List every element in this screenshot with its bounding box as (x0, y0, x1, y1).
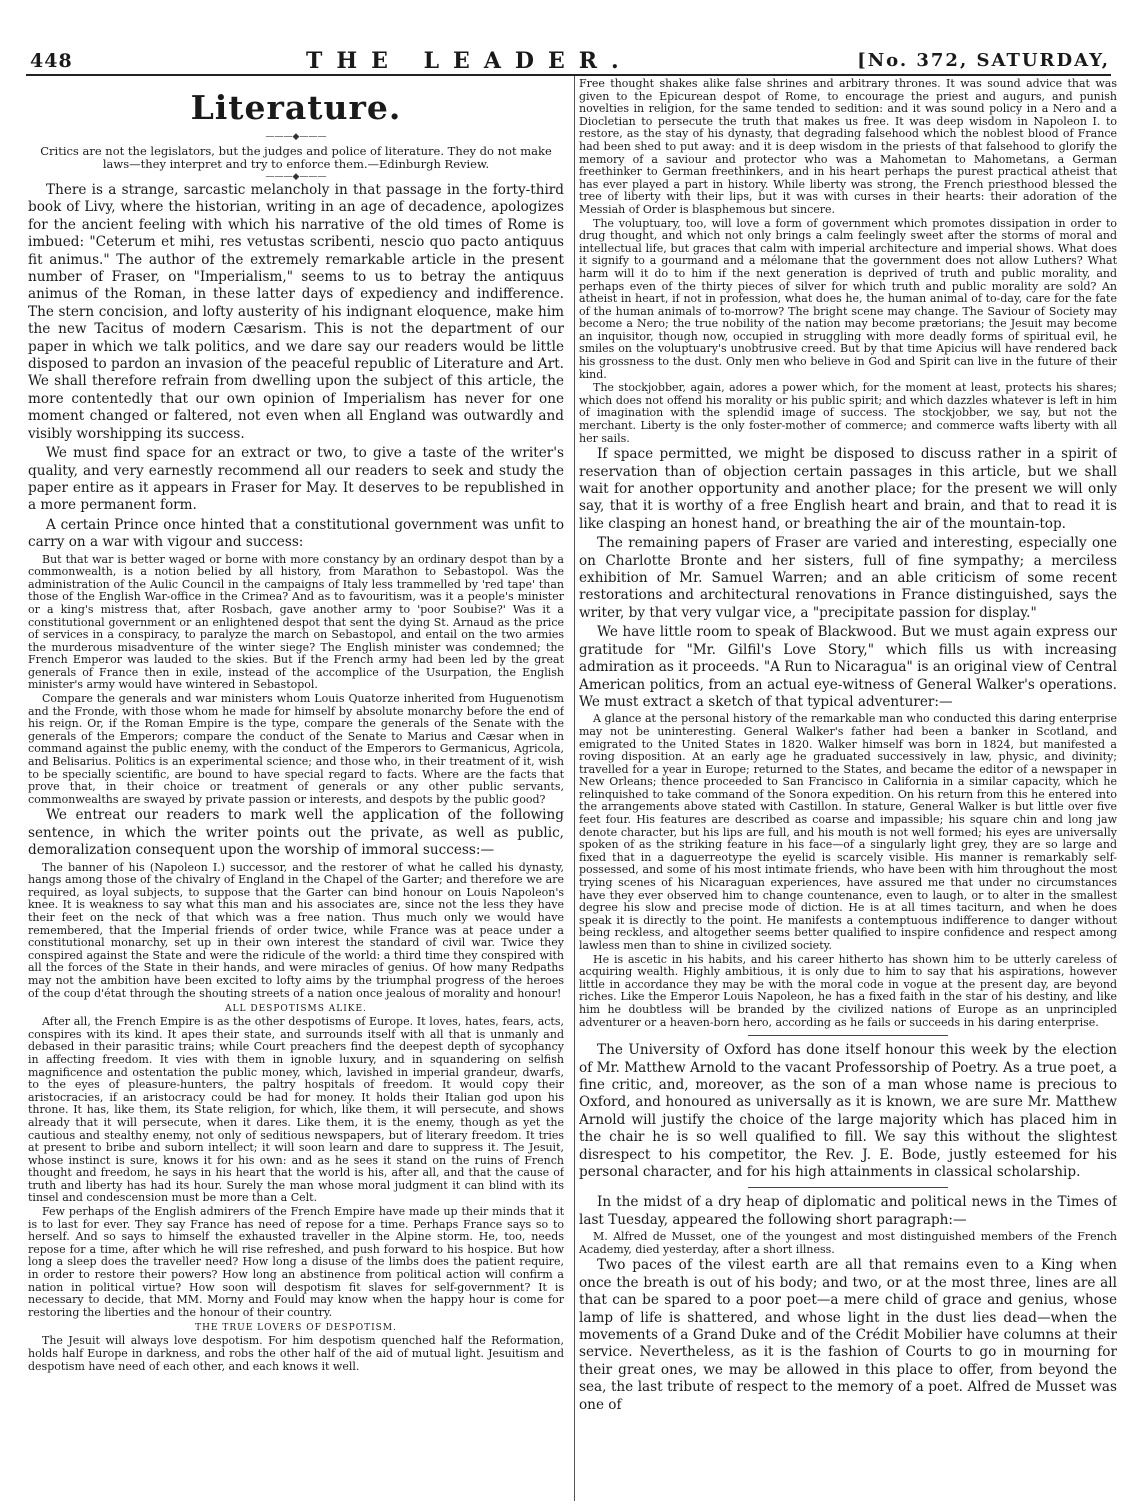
left-column (28, 78, 564, 1503)
issue-date: [No. 372, SATURDAY, (857, 50, 1110, 71)
paragraph: We entreat our readers to mark well the application of the following sentence, in which the writer points out the private, as well as public, demoralization consequent upon the worship of immoral success:— (28, 807, 564, 859)
paragraph: We must find space for an extract or two, to give a taste of the writer's quality, and very earnestly recommend all our readers to seek and study the paper entire as it appears in Fraser for May. It deserves to be republished in a more permanent form. (28, 445, 564, 514)
paragraph: There is a strange, sarcastic melancholy in that passage in the forty-third book of Livy, where the historian, writing in an age of decadence, apologizes for the ancient feeling with which his narrative of the old times of Rome is imbued: "Ceterum et mihi, res vetustas scribenti, nescio quo pacto antiquus fit animus." The author of the extremely remarkable article in the present number of Fraser, on "Imperialism," seems to us to betray the antiquus animus of the Roman, in these latter days of expediency and indifference. The stern concision, and lofty austerity of his indignant eloquence, make him the new Tacitus of modern Cæsarism. This is not the department of our paper in which we talk politics, and we dare say our readers would be little disposed to pardon an invasion of the peaceful republic of Literature and Art. We shall therefore refrain from dwelling upon the subject of this article, the more contentedly that our own opinion of Imperialism has never for one moment changed or faltered, not even when all England was outwardly and visibly worshipping its success. (28, 182, 564, 442)
masthead: THE LEADER. (306, 48, 633, 74)
motto: Critics are not the legislators, but the judges and police of literature. They do not make laws—they interpret and try to enforce them.—Edinburgh Review. (40, 144, 552, 171)
quoted-paragraph: A glance at the personal history of the remarkable man who conducted this daring enterprise may not be uninteresting. General Walker's father had been a banker in Scotland, and emigrated to the United States in 1820. Walker himself was born in 1824, but manifested a roving disposition. At an early age he graduated successively in law, physic, and divinity; travelled for a year in Europe; returned to the States, and became the editor of a newspaper in New Orleans; thence proceeded to San Francisco in California in a similar capacity, which he relinquished to take command of the Sonora expedition. On his return from this he entered into the arrangements above stated with Castillon. In stature, General Walker is but little over five feet four. His features are described as coarse and impassible; his square chin and long jaw denote character, but his lips are full, and his mouth is not well formed; his eyes are universally spoken of as the striking feature in his face—of a singularly light grey, they are so large and fixed that in a daguerreotype the eyelid is scarcely visible. His manner is remarkably self-possessed, and some of his most intimate friends, who have been with him throughout the most trying scenes of his Nicaraguan experiences, have assured me that under no circumstances have they ever observed him to change countenance, even to laugh, or to alter in the smallest degree his slow and precise mode of diction. He is at all times taciturn, and when he does speak it is directly to the point. He manifests a contemptuous indifference to danger without being reckless, and altogether seems better qualified to inspire confidence and respect among lawless men than to shine in civilized society. (579, 712, 1117, 952)
quoted-paragraph: Free thought shakes alike false shrines and arbitrary thrones. It was sound advice that was given to the Epicurean despot of Rome, to encourage the priest and augurs, and punish novelties in religion, for the same tended to sedition: and it was sound policy in a Nero and a Diocletian to persecute the truth that makes us free. It was deep wisdom in Napoleon I. to restore, as the stay of his dynasty, that degrading falsehood which the noblest blood of France had been shed to put away: and it is deep wisdom in the priests of that falsehood to glorify the memory of a saviour and protector who was a Mahometan to Mahometans, a German freethinker to German freethinkers, and in his heart perhaps the purest practical atheist that has ever played a part in history. While liberty was strong, the French priesthood blessed the tree of liberty with their lips, but it was with curses in their hearts: their adoration of the Messiah of Order is blasphemous but sincere. (579, 78, 1117, 216)
quoted-paragraph: After all, the French Empire is as the other despotisms of Europe. It loves, hates, fears, acts, conspires with its kind. It apes their state, and surrounds itself with all that is unmanly and debased in their parasitic trains; while Court preachers find the deepest depth of sycophancy in affecting freedom. It vies with them in ignoble luxury, and in squandering on selfish magnificence and ostentation the public money, which, lavished in imperial grandeur, dwarfs, to the eyes of pleasure-hunters, the paltry hospitals of freedom. It would copy their aristocracies, if an aristocracy could be had for money. It holds their Italian god upon his throne. It has, like them, its State religion, for which, like them, it will persecute, and shows already that it will persecute, when it dares. Like them, it is the enemy, though as yet the cautious and stealthy enemy, not only of seditious newspapers, but of literary freedom. It tries at present to bribe and suborn intellect; it will soon learn and dare to suppress it. The Jesuit, whose instinct is sure, knows it for his own: and as he sees it stand on the ruins of French thought and freedom, he says in his heart that the world is his, after all, and that the cause of truth and liberty has had its hour. Surely the man whose moral judgment it can blind with its tinsel and condescension must be more than a Celt. (28, 1015, 564, 1205)
subheading: THE TRUE LOVERS OF DESPOTISM. (195, 1323, 397, 1334)
quoted-paragraph: M. Alfred de Musset, one of the youngest and most distinguished members of the French Academy, died yesterday, after a short illness. (579, 1230, 1117, 1256)
paragraph: In the midst of a dry heap of diplomatic and political news in the Times of last Tuesday, appeared the following short paragraph:— (579, 1194, 1117, 1228)
quoted-paragraph: The voluptuary, too, will love a form of government which promotes dissipation in order to drug thought, and which not only brings a calm feelingly sweet after the storms of moral and intellectual life, but graces that calm with imperial architecture and imperial shows. What does it signify to a gourmand and a mélomane that the government does not allow Luthers? What harm will it do to him if the next generation is deprived of truth and public morality, and perhaps even of the thirty pieces of silver for which truth and public morality are sold? An atheist in heart, if not in profession, what does he, the human animal of to-day, care for the fate of the human animals of to-morrow? The bright scene may change. The Saviour of Society may become a Nero; the true nobility of the nation may become prætorians; the Jesuit may become an inquisitor, though now, occupied in struggling with more deadly forms of spiritual evil, he smiles on the voluptuary's unobtrusive creed. But by that time Apicius will have rendered back his grossness to the dust. Only men who believe in God and Spirit can live in the future of their kind. (579, 216, 1117, 381)
section-title: Literature. (190, 88, 402, 127)
quoted-paragraph: He is ascetic in his habits, and his career hitherto has shown him to be utterly careless of acquiring wealth. Highly ambitious, it is only due to him to say that his aspirations, however little in accordance they may be with the moral code in vogue at the present day, are beyond riches. Like the Emperor Louis Napoleon, he has a fixed faith in the star of his destiny, and like him he doubtless will be branded by the civilized nations of Europe as an unprincipled adventurer or a heaven-born hero, according as he fails or succeeds in his daring enterprise. (579, 952, 1117, 1029)
right-column (579, 78, 1117, 1503)
subheading: ALL DESPOTISMS ALIKE. (225, 1004, 367, 1015)
short-rule (748, 1035, 948, 1036)
quoted-paragraph: The stockjobber, again, adores a power which, for the moment at least, protects his shares; which does not offend his morality or his public spirit; and which dazzles whatever is left in him of imagination with the splendid image of success. The stockjobber, we say, but not the merchant. Liberty is the only foster-mother of commerce; and commerce wafts liberty with all her sails. (579, 381, 1117, 445)
ornament-divider: ———◆——— (265, 172, 327, 182)
quoted-paragraph: The banner of his (Napoleon I.) successor, and the restorer of what he called his dynasty, hangs among those of the chivalry of England in the Chapel of the Garter; and therefore we are required, as loyal subjects, to suppose that the Garter can bind honour on Louis Napoleon's knee. It is weakness to say what this man and his associates are, since not the less they have their feet on the neck of that which was a free nation. Thus much only we would have remembered, that the Imperial friends of order twice, while France was at peace under a constitutional monarchy, set up in their own interest the standard of civil war. Twice they conspired against the State and were the ridicule of the world: a third time they conspired with all the forces of the State in their hands, and were miracles of genius. Of how many Redpaths may not the ambition have been excited to lofty aims by the triumphal progress of the heroes of the coup d'état through the shouting streets of a nation once jealous of morality and honour! (28, 860, 564, 1000)
quoted-paragraph: Few perhaps of the English admirers of the French Empire have made up their minds that it is to last for ever. They say France has need of repose for a time. Perhaps France says so to herself. And so says to himself the exhausted traveller in the Alpine storm. He, too, needs repose for a time, after which he will rise refreshed, and push forward to his hospice. But how long a sleep does the traveller need? How long a disuse of the limbs does the patient require, in order to restore their powers? How long an abstinence from political action will confirm a nation in political virtue? How soon will despotism fit slaves for self-government? It is necessary to decide, that MM. Morny and Fould may know when the happy hour is come for restoring the liberties and the honour of their country. (28, 1205, 564, 1319)
header-rule (26, 74, 1111, 76)
paragraph: The remaining papers of Fraser are varied and interesting, especially one on Charlotte Bronte and her sisters, full of fine sympathy; a merciless exhibition of Mr. Samuel Warren; and an able criticism of some recent restorations and architectural renovations in France distinguished, says the writer, by that very vulgar vice, a "precipitate passion for display." (579, 535, 1117, 621)
paragraph: A certain Prince once hinted that a constitutional government was unfit to carry on a war with vigour and success: (28, 516, 564, 551)
paragraph: We have little room to speak of Blackwood. But we must again express our gratitude for "Mr. Gilfil's Love Story," which fills us with increasing admiration as it proceeds. "A Run to Nicaragua" is an original view of Central American politics, from an actual eye-witness of General Walker's operations. We must extract a sketch of that typical adventurer:— (579, 624, 1117, 710)
page-header (26, 48, 1122, 72)
paragraph: The University of Oxford has done itself honour this week by the election of Mr. Matthew Arnold to the vacant Professorship of Poetry. As a true poet, a fine critic, and, moreover, as the son of a man whose name is precious to Oxford, and honoured as universally as it is known, we are sure Mr. Matthew Arnold will justify the choice of the large majority which has placed him in the chair he is so well qualified to fill. We say this without the slightest disrespect to his competitor, the Rev. J. E. Bode, justly esteemed for his personal character, and for his high attainments in classical scholarship. (579, 1042, 1117, 1180)
quoted-paragraph: Compare the generals and war ministers whom Louis Quatorze inherited from Huguenotism and the Fronde, with those whom he made for himself by absolute monarchy before the end of his reign. Or, if the Roman Empire is the type, compare the generals of the Senate with the generals of the Emperors; compare the conduct of the Senate to Marius and Cæsar when in command against the public enemy, with the conduct of the Emperors to Germanicus, Agricola, and Belisarius. Politics is an experimental science; and those who, in their treatment of it, wish to be specially scientific, are bound to have special regard to facts. Where are the facts that prove that, in their choice or treatment of generals or any other public servants, commonwealths are swayed by private passion or interests, and despots by the public good? (28, 692, 564, 806)
page-number: 448 (30, 50, 73, 72)
column-divider (574, 76, 575, 1501)
quoted-paragraph: But that war is better waged or borne with more constancy by an ordinary despot than by a commonwealth, is a notion belied by all history, from Marathon to Sebastopol. Was the administration of the Aulic Council in the campaigns of Italy less trammelled by 'red tape' than those of the English War-office in the Crimea? And as to favouritism, was it a people's minister or a king's mistress that, after Rosbach, gave another army to 'poor Soubise?' Was it a constitutional government or an enlightened despot that sent the dying St. Arnaud as the price of services in a conspiracy, to paralyze the march on Sebastopol, and entail on the two armies the murderous misadventure of the winter siege? The English minister was condemned; the French Emperor was lauded to the skies. But if the French army had been led by the great generals of France then in exile, instead of the accomplice of the Usurpation, the English minister's army would have wintered in Sebastopol. (28, 552, 564, 692)
ornament-divider: ———◆——— (265, 132, 327, 142)
short-rule (748, 1187, 948, 1188)
paragraph: If space permitted, we might be disposed to discuss rather in a spirit of reservation than of objection certain passages in this article, but we shall wait for another opportunity and another place; for the present we will only say, that it is worthy of a free English heart and brain, and that to read it is like clasping an honest hand, or breathing the air of the mountain-top. (579, 446, 1117, 532)
paragraph: Two paces of the vilest earth are all that remains even to a King when once the breath is out of his body; and two, or at the most three, lines are all that can be spared to a poor poet—a mere child of grace and genius, whose lamp of life is shattered, and whose light in the dust lies dead—when the movements of a Grand Duke and of the Crédit Mobilier have columns at their service. Nevertheless, as it is the fashion of Courts to go in mourning for their great ones, we may be allowed in this place to offer, from beyond the sea, the last tribute of respect to the memory of a poet. Alfred de Musset was one of (579, 1257, 1117, 1413)
quoted-paragraph: The Jesuit will always love despotism. For him despotism quenched half the Reformation, holds half Europe in darkness, and robs the other half of the aid of mutual light. Jesuitism and despotism have need of each other, and each knows it well. (28, 1334, 564, 1373)
